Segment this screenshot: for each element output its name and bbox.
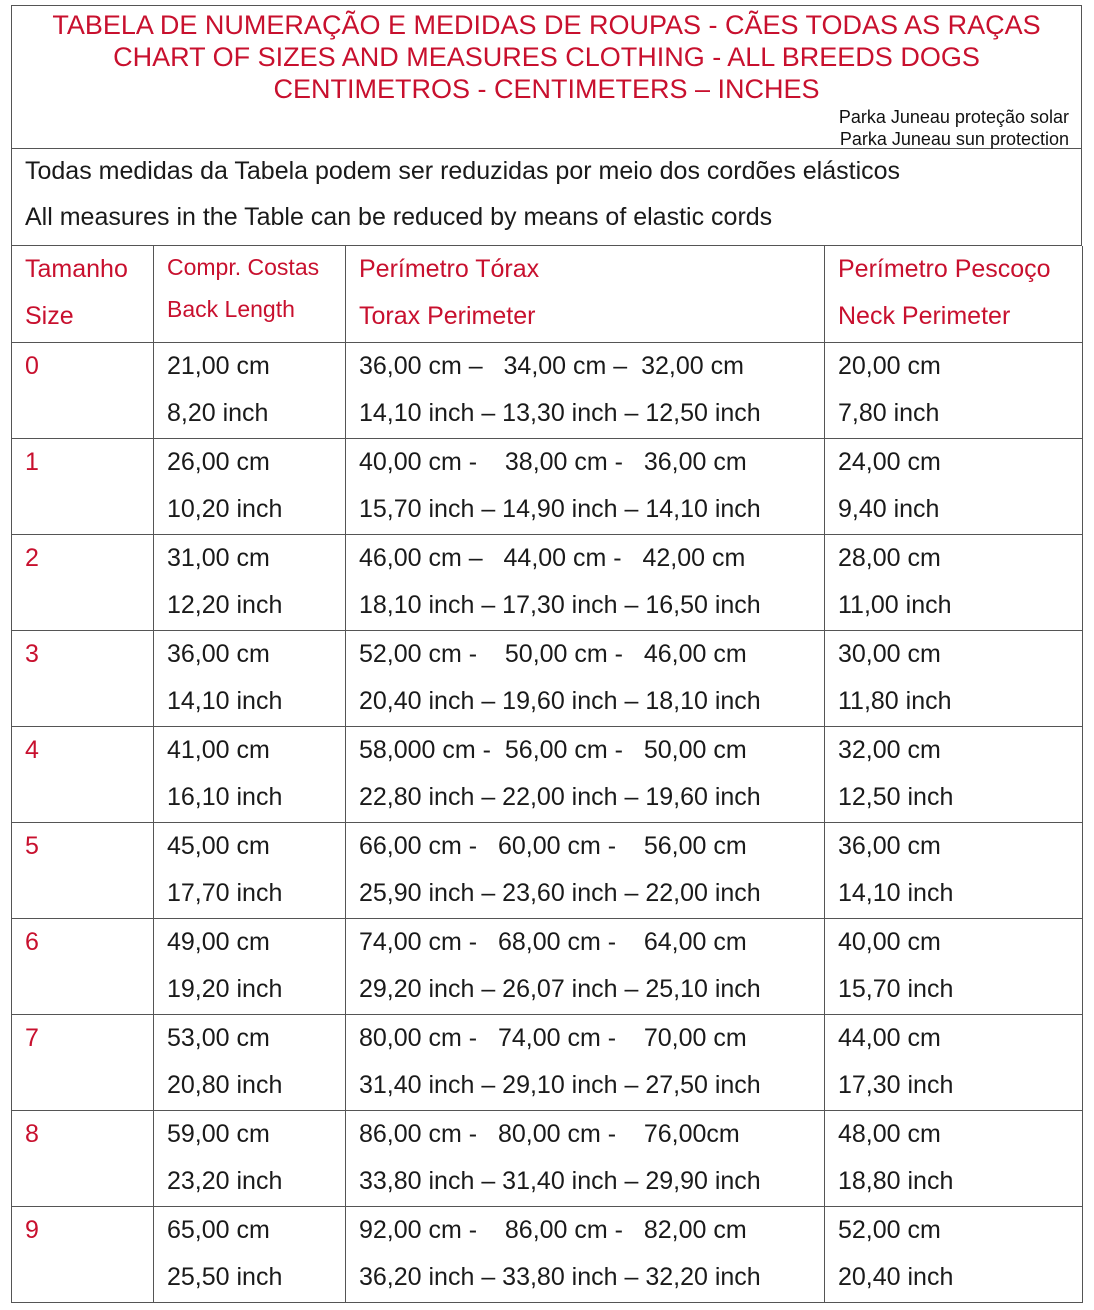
size-cell [12,631,154,727]
table-row [12,727,1083,823]
table-row [12,439,1083,535]
header-size [12,246,154,343]
header-torax-pt: Perímetro Tórax [359,255,540,283]
header-size-en: Size [25,302,74,330]
torax-cell [346,439,825,535]
table-row [12,1015,1083,1111]
header-size-pt: Tamanho [25,255,128,283]
title-portuguese: TABELA DE NUMERAÇÃO E MEDIDAS DE ROUPAS - CÃES TODAS AS RAÇAS [52,10,1041,40]
neck-cell [825,919,1083,1015]
back-length-value: 53,00 cm [167,1024,270,1052]
size-cell [12,919,154,1015]
header-back-pt: Compr. Costas [167,254,320,280]
neck-value: 44,00 cm [838,1024,941,1052]
torax-value: 18,10 inch – 17,30 inch – 16,50 inch [359,591,761,619]
back-length-value: 41,00 cm [167,736,270,764]
back-length-value: 23,20 inch [167,1167,283,1195]
back-length-value: 49,00 cm [167,928,270,956]
torax-value: 58,000 cm - 56,00 cm - 50,00 cm [359,736,747,764]
product-name-pt: Parka Juneau proteção solar [838,107,1069,127]
neck-cell [825,439,1083,535]
torax-value: 74,00 cm - 68,00 cm - 64,00 cm [359,928,747,956]
neck-value: 24,00 cm [838,448,941,476]
back-length-cell [154,1111,346,1207]
neck-value: 52,00 cm [838,1216,941,1244]
size-cell [12,1111,154,1207]
neck-value: 15,70 inch [838,975,954,1003]
neck-cell [825,343,1083,439]
header-neck [825,246,1083,343]
back-length-value: 26,00 cm [167,448,270,476]
size-cell [12,823,154,919]
torax-value: 66,00 cm - 60,00 cm - 56,00 cm [359,832,747,860]
torax-cell [346,823,825,919]
neck-value: 20,40 inch [838,1263,954,1291]
table-row [12,919,1083,1015]
neck-value: 11,80 inch [838,687,952,715]
torax-value: 36,00 cm – 34,00 cm – 32,00 cm [359,352,744,380]
torax-cell [346,343,825,439]
back-length-value: 17,70 inch [167,879,283,907]
back-length-cell [154,823,346,919]
table-row [12,343,1083,439]
neck-cell [825,1015,1083,1111]
size-cell [12,1015,154,1111]
size-value: 1 [25,448,39,476]
back-length-value: 14,10 inch [167,687,283,715]
size-chart-document [11,5,1082,1303]
neck-value: 7,80 inch [838,399,940,427]
neck-value: 12,50 inch [838,783,954,811]
torax-value: 20,40 inch – 19,60 inch – 18,10 inch [359,687,761,715]
neck-value: 17,30 inch [838,1071,954,1099]
size-value: 8 [25,1120,39,1148]
back-length-cell [154,439,346,535]
back-length-value: 10,20 inch [167,495,283,523]
torax-cell [346,1015,825,1111]
torax-value: 80,00 cm - 74,00 cm - 70,00 cm [359,1024,747,1052]
table-row [12,631,1083,727]
size-value: 6 [25,928,39,956]
neck-value: 20,00 cm [838,352,941,380]
neck-value: 48,00 cm [838,1120,941,1148]
neck-value: 36,00 cm [838,832,941,860]
back-length-cell [154,919,346,1015]
table-row [12,823,1083,919]
torax-cell [346,1111,825,1207]
size-cell [12,439,154,535]
header-neck-pt: Perímetro Pescoço [838,255,1051,283]
table-header-row [12,246,1083,343]
torax-value: 15,70 inch – 14,90 inch – 14,10 inch [359,495,761,523]
torax-cell [346,1207,825,1303]
torax-value: 92,00 cm - 86,00 cm - 82,00 cm [359,1216,747,1244]
back-length-value: 59,00 cm [167,1120,270,1148]
header-torax-en: Torax Perimeter [359,302,536,330]
torax-cell [346,631,825,727]
size-value: 5 [25,832,39,860]
neck-value: 30,00 cm [838,640,941,668]
torax-value: 33,80 inch – 31,40 inch – 29,90 inch [359,1167,761,1195]
neck-cell [825,1111,1083,1207]
torax-value: 14,10 inch – 13,30 inch – 12,50 inch [359,399,761,427]
back-length-value: 36,00 cm [167,640,270,668]
neck-value: 14,10 inch [838,879,954,907]
title-english: CHART OF SIZES AND MEASURES CLOTHING - ALL BREEDS DOGS [113,42,980,72]
size-cell [12,727,154,823]
torax-value: 31,40 inch – 29,10 inch – 27,50 inch [359,1071,761,1099]
torax-value: 86,00 cm - 80,00 cm - 76,00cm [359,1120,740,1148]
neck-cell [825,727,1083,823]
neck-value: 32,00 cm [838,736,941,764]
note-portuguese: Todas medidas da Tabela podem ser reduzidas por meio dos cordões elásticos [25,157,901,185]
header-torax [346,246,825,343]
neck-value: 11,00 inch [838,591,952,619]
note-english: All measures in the Table can be reduced by means of elastic cords [25,203,773,231]
back-length-value: 16,10 inch [167,783,283,811]
back-length-cell [154,1207,346,1303]
back-length-value: 65,00 cm [167,1216,270,1244]
torax-cell [346,919,825,1015]
torax-value: 29,20 inch – 26,07 inch – 25,10 inch [359,975,761,1003]
note-box [11,148,1082,246]
back-length-value: 8,20 inch [167,399,269,427]
table-row [12,1111,1083,1207]
size-table [11,246,1083,1303]
back-length-value: 31,00 cm [167,544,270,572]
size-value: 7 [25,1024,39,1052]
neck-cell [825,1207,1083,1303]
neck-cell [825,535,1083,631]
size-value: 4 [25,736,39,764]
neck-value: 9,40 inch [838,495,940,523]
back-length-value: 12,20 inch [167,591,283,619]
torax-cell [346,535,825,631]
neck-value: 28,00 cm [838,544,941,572]
neck-value: 40,00 cm [838,928,941,956]
torax-value: 40,00 cm - 38,00 cm - 36,00 cm [359,448,747,476]
size-value: 9 [25,1216,39,1244]
torax-cell [346,727,825,823]
back-length-cell [154,343,346,439]
header-back-length [154,246,346,343]
back-length-cell [154,631,346,727]
table-row [12,1207,1083,1303]
header-neck-en: Neck Perimeter [838,302,1011,330]
size-value: 3 [25,640,39,668]
neck-value: 18,80 inch [838,1167,954,1195]
size-cell [12,535,154,631]
back-length-value: 25,50 inch [167,1263,283,1291]
size-cell [12,343,154,439]
back-length-value: 20,80 inch [167,1071,283,1099]
torax-value: 46,00 cm – 44,00 cm - 42,00 cm [359,544,746,572]
back-length-value: 45,00 cm [167,832,270,860]
back-length-cell [154,535,346,631]
back-length-value: 21,00 cm [167,352,270,380]
size-value: 0 [25,352,39,380]
size-value: 2 [25,544,39,572]
torax-value: 36,20 inch – 33,80 inch – 32,20 inch [359,1263,761,1291]
torax-value: 25,90 inch – 23,60 inch – 22,00 inch [359,879,761,907]
title-box [11,5,1082,148]
table-row [12,535,1083,631]
torax-value: 52,00 cm - 50,00 cm - 46,00 cm [359,640,747,668]
torax-value: 22,80 inch – 22,00 inch – 19,60 inch [359,783,761,811]
size-cell [12,1207,154,1303]
product-name-en: Parka Juneau sun protection [839,129,1069,149]
neck-cell [825,823,1083,919]
back-length-value: 19,20 inch [167,975,283,1003]
header-back-en: Back Length [167,296,295,322]
title-units: CENTIMETROS - CENTIMETERS – INCHES [273,74,820,104]
neck-cell [825,631,1083,727]
back-length-cell [154,727,346,823]
back-length-cell [154,1015,346,1111]
